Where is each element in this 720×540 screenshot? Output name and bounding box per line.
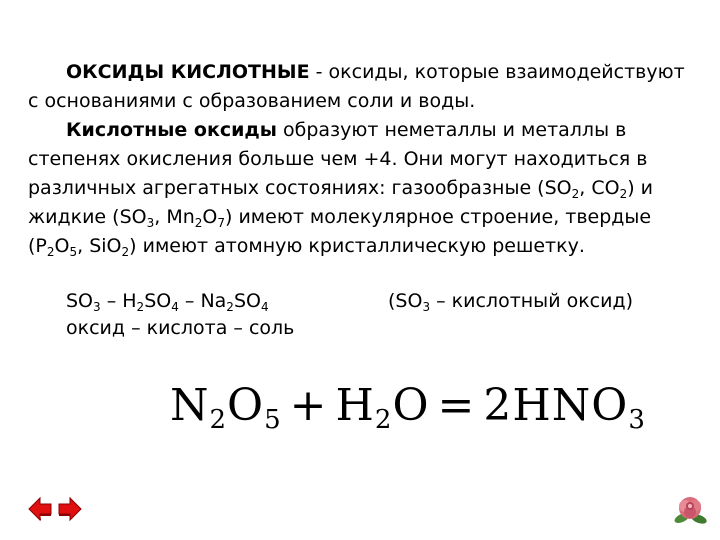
text-fragment: образуют неметаллы и металлы в степенях окисления больше чем +4. Они могут находиться в различных агрегатных состояниях: газообразные (SO: [28, 119, 648, 199]
nav-back-button[interactable]: [28, 496, 52, 522]
subscript: 2: [571, 187, 580, 201]
arrow-right-icon: [58, 496, 82, 522]
text-fragment: ) имеют атомную кристаллическую решетку.: [129, 235, 585, 257]
text-fragment: O: [202, 206, 218, 228]
acid-oxide-note: [388, 287, 633, 316]
subscript: 4: [171, 300, 179, 314]
acid-oxides-term: ОКСИДЫ КИСЛОТНЫЕ: [66, 61, 310, 83]
text-fragment: , CO: [579, 177, 620, 199]
nav-forward-button[interactable]: [58, 496, 82, 522]
arrow-left-icon: [28, 496, 52, 522]
formula-part: SO: [66, 290, 94, 312]
acid-oxides-subject: Кислотные оксиды: [66, 119, 277, 141]
subscript: 3: [93, 300, 101, 314]
subscript: 7: [217, 216, 225, 230]
description-paragraph: [28, 116, 696, 261]
formula-part: N: [170, 380, 210, 431]
formula-part: 2HNO: [483, 380, 629, 431]
text-fragment: , Mn: [154, 206, 195, 228]
definition-text: - оксиды, которые взаимодействуют с основаниями с образованием соли и воды.: [28, 61, 685, 112]
subscript: 2: [374, 405, 393, 435]
subscript: 3: [422, 300, 431, 314]
formula-part: H: [122, 290, 137, 312]
subscript: 2: [209, 405, 228, 435]
subscript: 2: [121, 245, 130, 259]
chain-dash: –: [100, 290, 123, 312]
equals-sign: =: [437, 380, 476, 431]
subscript: 2: [619, 187, 628, 201]
conversion-chain-words: оксид – кислота – соль: [66, 317, 295, 339]
formula-part: (SO: [388, 290, 423, 312]
plus-sign: +: [289, 380, 328, 431]
subscript: 5: [69, 245, 78, 259]
subscript: 3: [628, 405, 646, 435]
definition-paragraph: [28, 58, 696, 116]
subscript: 2: [226, 300, 234, 314]
subscript: 2: [194, 216, 203, 230]
formula-part: Na: [200, 290, 227, 312]
text-fragment: ) и жидкие (SO: [28, 177, 654, 228]
subscript: 2: [46, 245, 55, 259]
formula-part: O: [227, 380, 265, 431]
note-text: – кислотный оксид): [430, 290, 634, 312]
subscript: 5: [264, 405, 282, 435]
subscript: 4: [260, 300, 269, 314]
conversion-chain: [66, 287, 269, 316]
formula-part: SO: [233, 290, 261, 312]
chain-dash: –: [178, 290, 201, 312]
formula-part: SO: [144, 290, 172, 312]
text-fragment: ) имеют молекулярное строение, твердые (P: [28, 206, 652, 257]
text-fragment: O: [54, 235, 70, 257]
flower-icon: [673, 494, 707, 526]
reaction-equation: [170, 378, 646, 434]
subscript: 3: [146, 216, 155, 230]
subscript: 2: [136, 300, 145, 314]
formula-part: H: [335, 380, 375, 431]
text-fragment: , SiO: [77, 235, 122, 257]
formula-part: O: [392, 380, 430, 431]
